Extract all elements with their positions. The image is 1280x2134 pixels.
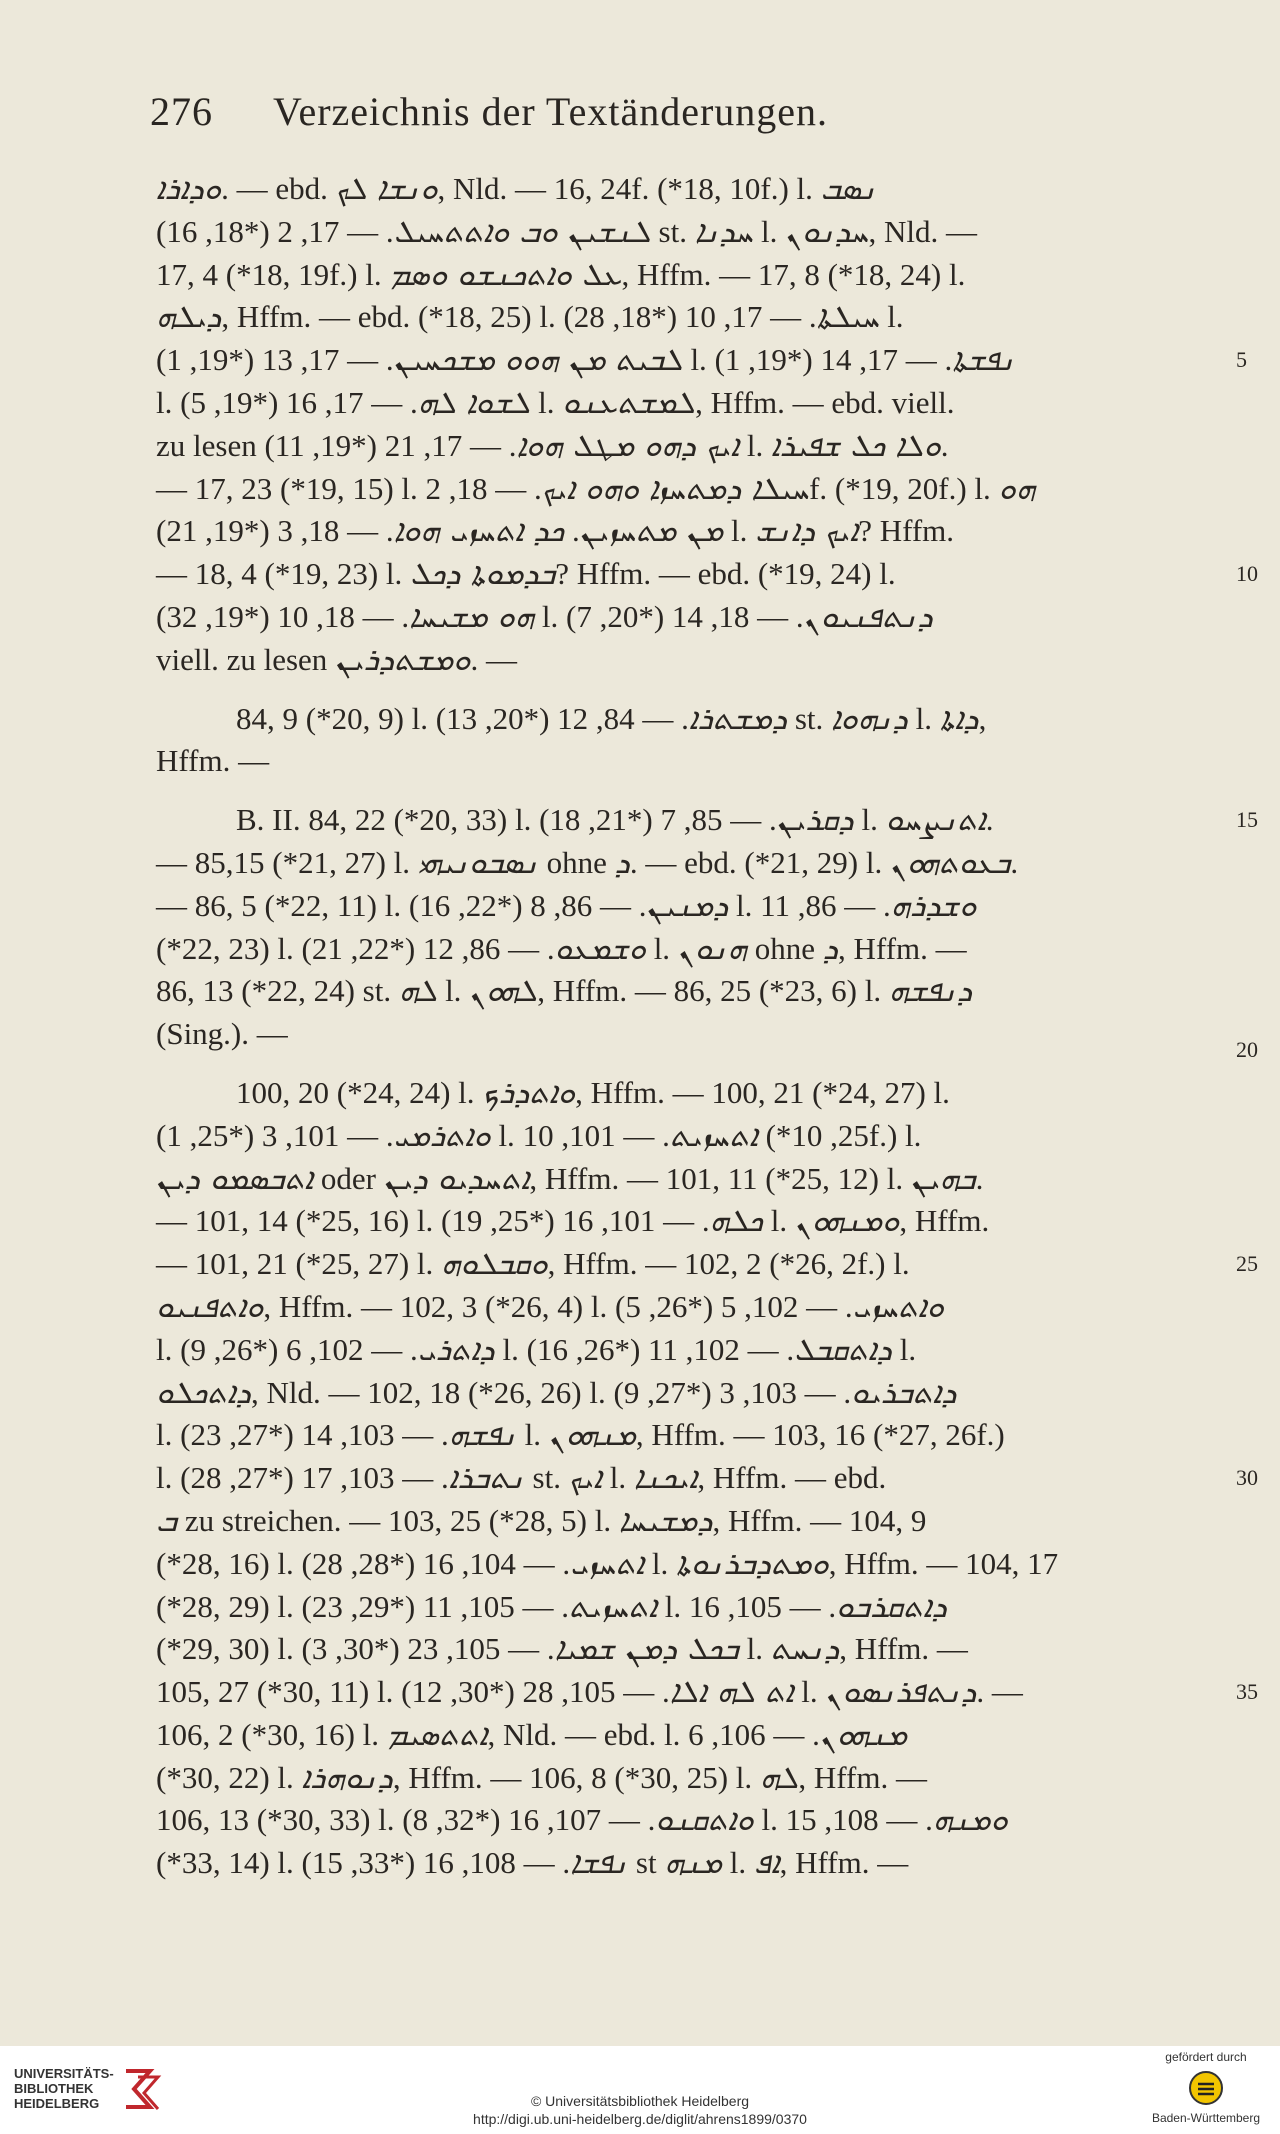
text-line: l. ܕܐܬܪܝ. — 102, 6 (*26, 9) l. ܕܐܬܩܒܠ. — 102, 11 (*26, 16) l.	[156, 1331, 917, 1368]
text-line: (*28, 29) l. ܐܬܚܙܝܬ. — 105, 11 (*29, 23) l. ܕܐܬܩܪܒܘ. — 105, 16	[156, 1588, 947, 1625]
margin-line-number: 35	[1236, 1679, 1258, 1705]
text-line: l. ܠܫܘܐ ܠܗ. — 17, 16 (*19, 5) l. ܠܡܫܬܥܢܘ, Hffm. — ebd. viell.	[156, 384, 955, 421]
text-line: ܕܝܠܗ, Hffm. — ebd. (*18, 25) l. ܚܝܠܬܐ. — 17, 10 (*18, 28) l.	[156, 299, 904, 336]
library-logo-text: UNIVERSITÄTS- BIBLIOTHEK HEIDELBERG	[14, 2066, 114, 2111]
text-line: ܠܢܫܝܢ ܘܒ ܘܐܬܬܚܝܠ. — 17, 2 (*18, 16) st. ܚܕܢܐ l. ܚܕܢܘܢ, Nld. —	[156, 213, 978, 250]
margin-line-number: 20	[1236, 1037, 1258, 1063]
text-line: — 17, 23 (*19, 15) l. ܚܝܠܐ ܕܡܬܚܙܐ ܘܗܘ ܐܝܟ. — 18, 2f. (*19, 20f.) l. ܗܘ	[156, 470, 1036, 507]
copyright-block	[0, 2092, 1280, 2128]
running-title: Verzeichnis der Textänderungen.	[273, 89, 829, 134]
text-line: ܘܕܐܪܐ. — ebd. ܘܢܫܐ ܠܟ, Nld. — 16, 24f. (*18, 10f.) l. ܢܣܒ	[156, 171, 877, 207]
text-line: ܡܢ ܡܬܚܙܝܢ. ܟܕ ܐܬܚܙܝ ܗܘܐ. — 18, 3 (*19, 21) l. ܐܝܟ ܕܐܢܫ? Hffm.	[156, 513, 955, 550]
text-line: Hffm. —	[156, 743, 270, 779]
text-line: (*30, 22) l. ܕܢܘܗܪܐ, Hffm. — 106, 8 (*30, 25) l. ܠܗ, Hffm. —	[156, 1759, 927, 1796]
text-line: 17, 4 (*18, 19f.) l. ܥܠ ܘܐܬܟܢܫܘ ܘܣܡ, Hffm. — 17, 8 (*18, 24) l.	[156, 256, 966, 293]
margin-line-number: 10	[1236, 561, 1258, 587]
text-line: (*29, 30) l. ܒܟܠ ܕܡܢ ܫܡܝܐ. — 105, 23 (*30, 3) l. ܕܢܚܬ, Hffm. —	[156, 1631, 968, 1668]
page-number: 276	[150, 89, 213, 134]
text-line: ܕܐܬܟܠܘ, Nld. — 102, 18 (*26, 26) l. ܕܐܬܒܪܝܘ. — 103, 3 (*27, 9)	[156, 1374, 957, 1411]
state-coat-of-arms-icon	[1188, 2070, 1224, 2106]
text-line: l. ܢܦܫܗ. — 103, 14 (*27, 23) l. ܡܢܗܘܢ, Hffm. — 103, 16 (*27, 26f.)	[156, 1417, 1005, 1454]
body-text	[156, 168, 1218, 1885]
copyright-text: © Universitätsbibliothek Heidelberg	[530, 2093, 750, 2109]
text-line: viell. zu lesen ܘܡܫܬܕܪܝܢ. —	[156, 641, 517, 678]
margin-line-number: 15	[1236, 807, 1258, 833]
text-line: — 18, 4 (*19, 23) l. ܒܕܡܘܬܐ ܕܟܠ? Hffm. — ebd. (*19, 24) l.	[156, 556, 896, 593]
text-line: ܒ zu streichen. — 103, 25 (*28, 5) l. ܕܡܫܝܚܐ, Hffm. — 104, 9	[156, 1502, 927, 1539]
text-line: l. ܢܬܒܪܐ. — 103, 17 (*27, 28) st. ܐܝܟ l. ܐܝܟܢܐ, Hffm. — ebd.	[156, 1460, 887, 1497]
page-header	[150, 88, 1220, 135]
text-line: — 101, 21 (*25, 27) l. ܘܩܒܠܘܗ, Hffm. — 102, 2 (*26, 2f.) l.	[156, 1246, 910, 1283]
text-line: ܘܐܬܪܡܝ. — 101, 3 (*25, 1) l. ܐܬܚܙܝܬ. — 101, 10 (*25, 10f.) l.	[156, 1117, 922, 1154]
footer-bar	[0, 2046, 1280, 2134]
paragraph	[156, 1072, 1218, 1885]
sponsor-name: Baden-Württemberg	[1151, 2111, 1260, 2125]
text-line: zu lesen ܐܝܟ ܕܗܘ ܡܛܠ ܗܘܐ. — 17, 21 (*19, 11) l. ܘܠܐ ܟܠ ܫܦܝܪܐ.	[156, 427, 949, 464]
text-line: ܐܬܒܣܡܘ ܕܝܢ oder ܐܬܚܕܝܘ ܕܝܢ, Hffm. — 101, 11 (*25, 12) l. ܒܗܝܢ.	[156, 1160, 984, 1197]
text-line: (*28, 16) l. ܐܬܚܙܝ. — 104, 16 (*28, 28) l. ܘܡܬܕܒܪܢܘܬܐ, Hffm. — 104, 17	[156, 1545, 1059, 1582]
text-line: (Sing.). —	[156, 1016, 288, 1052]
text-line: — 85,15 (*21, 27) l. ܢܣܒܘܢܝܗܝ ohne ܕ. — ebd. (*21, 29) l. ܒܥܘܬܗܘܢ.	[156, 844, 1019, 881]
text-line: 106, 2 (*30, 16) l. ܐܬܬܣܝܡ, Nld. — ebd. l. ܡܢܗܘܢ. — 106, 6	[156, 1716, 908, 1753]
text-line: — 86, 5 (*22, 11) l. ܕܡܢܝܢ. — 86, 8 (*22, 16) l. ܘܫܕܪܗ. — 86, 11	[156, 887, 977, 924]
sponsor-block[interactable]	[1152, 2050, 1260, 2125]
paragraph	[156, 799, 1218, 1056]
text-line: — 101, 14 (*25, 16) l. ܟܠܗ. — 101, 16 (*25, 19) l. ܘܡܢܗܘܢ, Hffm.	[156, 1203, 990, 1240]
text-line: B. II. 84, 22 (*20, 33) l. ܕܩܪܝܢ. — 85, 7 (*21, 18) l. ܐܬܢܨܚܘ.	[236, 802, 994, 839]
text-line: 84, 9 (*20, 9) l. ܕܡܫܬܪܐ. — 84, 12 (*20, 13) st. ܕܢܗܘܐ l. ܕܐܬܐ,	[236, 700, 987, 737]
text-line: (*22, 23) l. ܘܫܡܥܘ. — 86, 12 (*22, 21) l. ܗܢܘܢ ohne ܕ, Hffm. —	[156, 930, 967, 967]
margin-line-number: 5	[1236, 347, 1247, 373]
text-line: 86, 13 (*22, 24) st. ܠܗ l. ܠܗܘܢ, Hffm. — 86, 25 (*23, 6) l. ܕܢܦܫܗ	[156, 973, 973, 1010]
text-line: ܘܐܬܦܢܝܘ, Hffm. — 102, 3 (*26, 4) l. ܘܐܬܚܙܝ. — 102, 5 (*26, 5)	[156, 1288, 944, 1325]
margin-line-number: 25	[1236, 1251, 1258, 1277]
text-line: ܗܘ ܡܫܝܚܐ. — 18, 10 (*19, 32) l. ܕܢܬܦܢܝܘܢ. — 18, 14 (*20, 7)	[156, 598, 933, 635]
text-line: ܠܒܝܬ ܡܢ ܗܘܘ ܡܫܟܚܝܢ. — 17, 13 (*19, 1) l. ܢܦܫܬܐ. — 17, 14 (*19, 1)	[156, 342, 1016, 379]
text-line: 105, 27 (*30, 11) l. ܐܬ ܠܗ ܐܠܐ. — 105, 28 (*30, 12) l. ܕܢܬܦܪܢܣܘܢ. —	[156, 1674, 1023, 1711]
paragraph	[156, 168, 1218, 682]
text-line: 106, 13 (*30, 33) l. ܘܐܬܩܢܘ. — 107, 16 (*32, 8) l. ܘܡܢܗ. — 108, 15	[156, 1802, 1008, 1839]
permalink[interactable]: http://digi.ub.uni-heidelberg.de/diglit/ahrens1899/0370	[473, 2111, 807, 2127]
text-line: 100, 20 (*24, 24) l. ܘܐܬܕܪܟ, Hffm. — 100, 21 (*24, 27) l.	[236, 1074, 950, 1111]
sponsor-label: gefördert durch	[1165, 2050, 1247, 2064]
margin-line-number: 30	[1236, 1465, 1258, 1491]
text-line: (*33, 14) l. ܢܦܫܐ. — 108, 16 (*33, 15) st ܡܢܗ l. ܐܦ, Hffm. —	[156, 1845, 909, 1882]
paragraph	[156, 698, 1218, 784]
